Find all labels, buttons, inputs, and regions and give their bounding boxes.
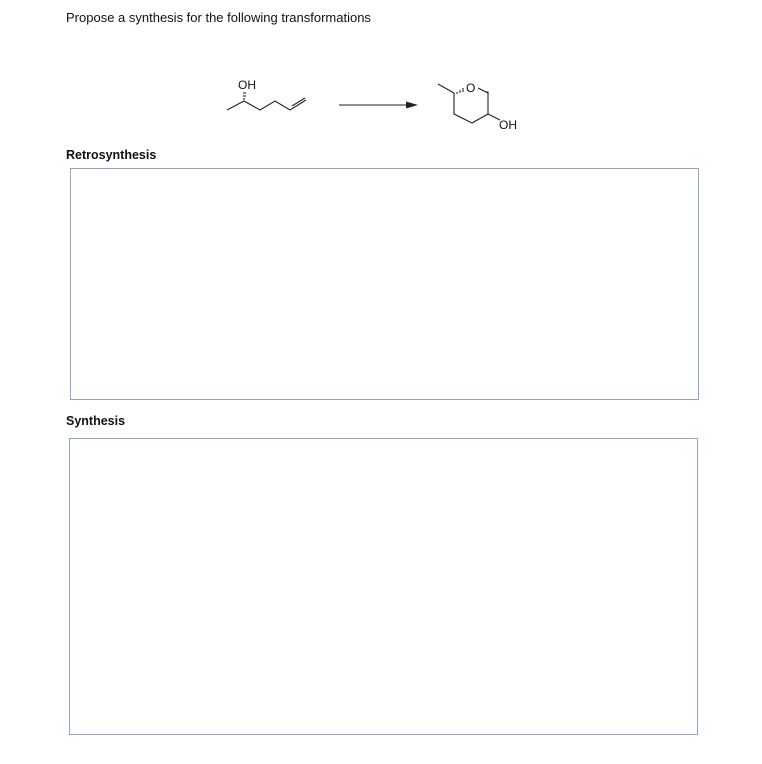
retrosynthesis-heading: Retrosynthesis bbox=[66, 148, 157, 162]
product-oh-label: OH bbox=[499, 118, 517, 132]
reactant-structure bbox=[227, 93, 306, 110]
synthesis-heading: Synthesis bbox=[66, 414, 126, 428]
prompt-text: Propose a synthesis for the following transformations bbox=[66, 10, 371, 25]
retrosynthesis-answer-box[interactable] bbox=[70, 168, 699, 400]
synthesis-answer-box[interactable] bbox=[69, 438, 698, 735]
reactant-oh-label: OH bbox=[238, 78, 256, 92]
hashed-bond bbox=[243, 93, 246, 99]
product-ring-oxygen: O bbox=[466, 81, 476, 95]
reaction-arrow bbox=[339, 102, 418, 109]
hashed-bond bbox=[457, 88, 463, 94]
reaction-scheme bbox=[0, 0, 762, 150]
